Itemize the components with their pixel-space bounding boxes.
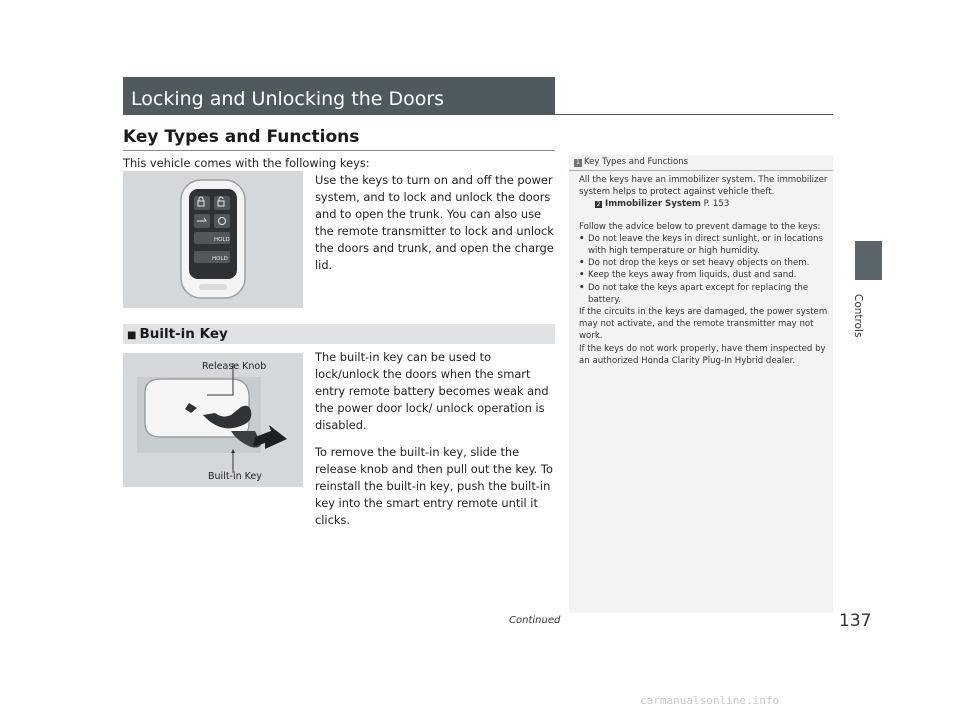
side-tab-label: Controls [852, 294, 864, 338]
sidebar-bullet-list [579, 233, 829, 306]
header-rule [555, 114, 833, 115]
sidebar-heading-rule [569, 170, 833, 171]
watermark: carmanualsonline.info [640, 694, 780, 707]
note-marker-icon: 1 [574, 159, 582, 167]
chapter-title: Locking and Unlocking the Doors [131, 88, 445, 110]
immobilizer-cross-reference[interactable] [579, 198, 829, 210]
smart-key-illustration [123, 171, 303, 308]
sidebar-paragraph-2: Follow the advice below to prevent damage to the keys: [579, 221, 821, 232]
callout-release-knob: Release Knob [202, 361, 267, 372]
intro-text: This vehicle comes with the following keys: [123, 156, 370, 170]
cross-ref-arrow-icon: 2 [596, 201, 601, 209]
fob-hold-label-1: HOLD [214, 237, 230, 243]
callout-built-in-key: Built-in Key [208, 471, 262, 482]
cross-ref-title: Immobilizer System [605, 199, 701, 210]
smart-key-fob-icon [123, 171, 303, 308]
page-number: 137 [839, 611, 872, 631]
subsection-title [127, 326, 228, 342]
list-item: • Do not drop the keys or set heavy objects on them. [579, 257, 829, 269]
list-item: • Keep the keys away from liquids, dust and sand. [579, 269, 829, 281]
list-item: • Do not leave the keys in direct sunlight, or in locations with high temperature or high humidity. [579, 233, 829, 257]
section-rule [123, 150, 555, 151]
sidebar-body [579, 174, 829, 367]
cross-ref-page: P. 153 [703, 199, 730, 210]
built-in-key-icon [123, 353, 303, 487]
sidebar-heading [574, 157, 688, 167]
built-in-key-paragraph-2: To remove the built-in key, slide the release knob and then pull out the key. To reinstall the built-in key, push the built-in key into the smart entry remote until it clicks. [315, 445, 553, 527]
built-in-key-description [315, 349, 555, 539]
section-title: Key Types and Functions [123, 127, 360, 147]
sidebar-paragraph-1: All the keys have an immobilizer system. The immobilizer system helps to protect against vehicle theft. [579, 175, 828, 198]
square-marker-icon: ■ [127, 330, 137, 341]
sidebar-paragraph-4: If the keys do not work properly, have them inspected by an authorized Honda Clarity Plug-In Hybrid dealer. [579, 343, 826, 366]
sidebar-heading-text: Key Types and Functions [584, 157, 689, 167]
sidebar-paragraph-3: If the circuits in the keys are damaged, the power system may not activate, and the remote transmitter may not work. [579, 307, 828, 342]
built-in-key-paragraph-1: The built-in key can be used to lock/unlock the doors when the smart entry remote battery becomes weak and the power door lock/ unlock operation is disabled. [315, 350, 549, 432]
key-description: Use the keys to turn on and off the power system, and to lock and unlock the doors and to open the trunk. You can also use the remote transmitter to lock and unlock the doors and trunk, and open the charge lid. [315, 173, 554, 272]
list-item: • Do not take the keys apart except for replacing the battery. [579, 282, 829, 306]
fob-hold-label-2: HOLD [212, 256, 228, 262]
subsection-title-text: Built-in Key [139, 326, 228, 342]
continued-label: Continued [509, 615, 561, 626]
built-in-key-illustration [123, 353, 303, 487]
chapter-side-tab[interactable] [855, 241, 882, 280]
